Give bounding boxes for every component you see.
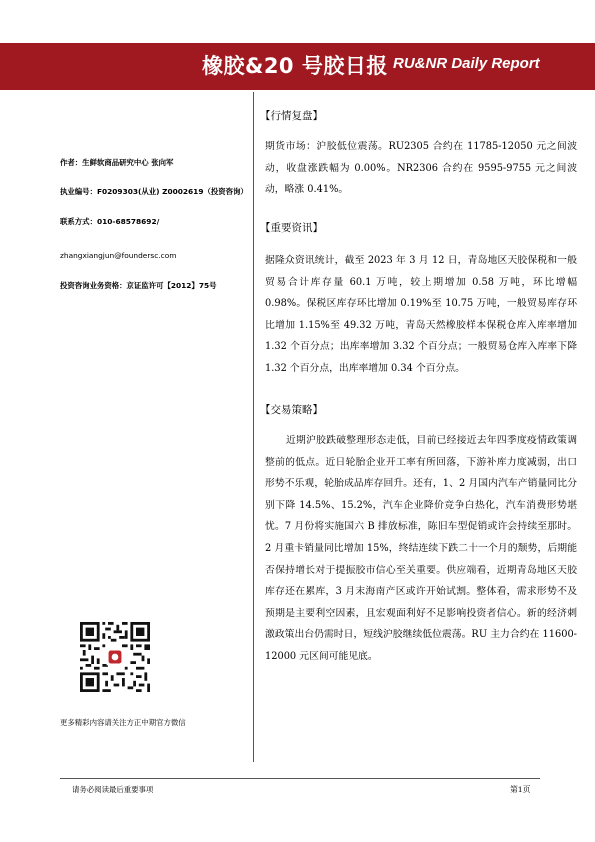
contact-email[interactable]: zhangxiangjun@foundersc.com — [60, 251, 177, 260]
news-paragraph: 据隆众资讯统计，截至 2023 年 3 月 12 日，青岛地区天胶保税和一般贸易合计库存量 60.1 万吨，较上期增加 0.58 万吨，环比增幅 0.98%。保税区库存环比增加 0.19%至 10.75 万吨，一般贸易库存环比增加 1.15%至 49.32 万吨，青岛天然橡胶样本保税仓库入库率增加 1.32 个百分点；出库率增加 3.32 个百分点；一般贸易仓库入库率下降 1.32 个百分点，出库率增加 0.34 个百分点。 — [265, 255, 577, 374]
page-number: 第1页 — [510, 785, 531, 794]
report-title-cn: 橡胶&20 号胶日报 — [202, 54, 388, 78]
qualification-info: 投资咨询业务资格：京证监许可【2012】75号 — [60, 281, 217, 290]
wechat-qr-code — [80, 622, 150, 692]
section-heading-strategy: 【交易策略】 — [260, 404, 323, 416]
column-divider — [253, 92, 254, 762]
contact-phone: 联系方式：010-68578692/ — [60, 217, 160, 226]
report-title-en: RU&NR Daily Report — [393, 55, 540, 72]
strategy-paragraph: 近期沪胶跌破整理形态走低，目前已经接近去年四季度疫情政策调整前的低点。近日轮胎企业开工率有所回落，下游补库力度减弱，出口形势不乐观，轮胎成品库存回升。还有，1、2 月国内汽车产销量同比分别下降 14.5%、15.2%，汽车企业降价竞争白热化，汽车消费形势堪忧。7 月份将实施国六 B 排放标准，陈旧车型促销或许会持续至那时。2 月重卡销量同比增加 15%，终结连续下跌二十一个月的颓势，后期能否保持增长对于提振胶市信心至关重要。供应端看，近期青岛地区天胶库存还在累库，3 月末海南产区或许开始试割。整体看，需求形势不及预期是主要利空因素，且宏观面利好不足影响投资者信心。新的经济刺激政策出台仍需时日，短线沪胶继续低位震荡。RU 主力合约在 11600-12000 元区间可能见底。 — [265, 435, 577, 662]
section-heading-news: 【重要资讯】 — [260, 222, 323, 234]
footer-notice: 请务必阅读最后重要事项 — [72, 785, 154, 794]
license-number: 执业编号：F0209303(从业) Z0002619（投资咨询） — [60, 187, 248, 196]
author-info: 作者：生鲜软商品研究中心 张向军 — [60, 158, 174, 167]
footer-divider — [60, 778, 540, 779]
market-review-paragraph: 期货市场：沪胶低位震荡。RU2305 合约在 11785-12050 元之间波动，收盘涨跌幅为 0.00%。NR2306 合约在 9595-9755 元之间波动，略涨 0.41%。 — [265, 141, 577, 196]
qr-caption: 更多精彩内容请关注方正中期官方微信 — [60, 718, 186, 727]
section-heading-market-review: 【行情复盘】 — [260, 110, 323, 122]
header-banner — [0, 43, 595, 90]
